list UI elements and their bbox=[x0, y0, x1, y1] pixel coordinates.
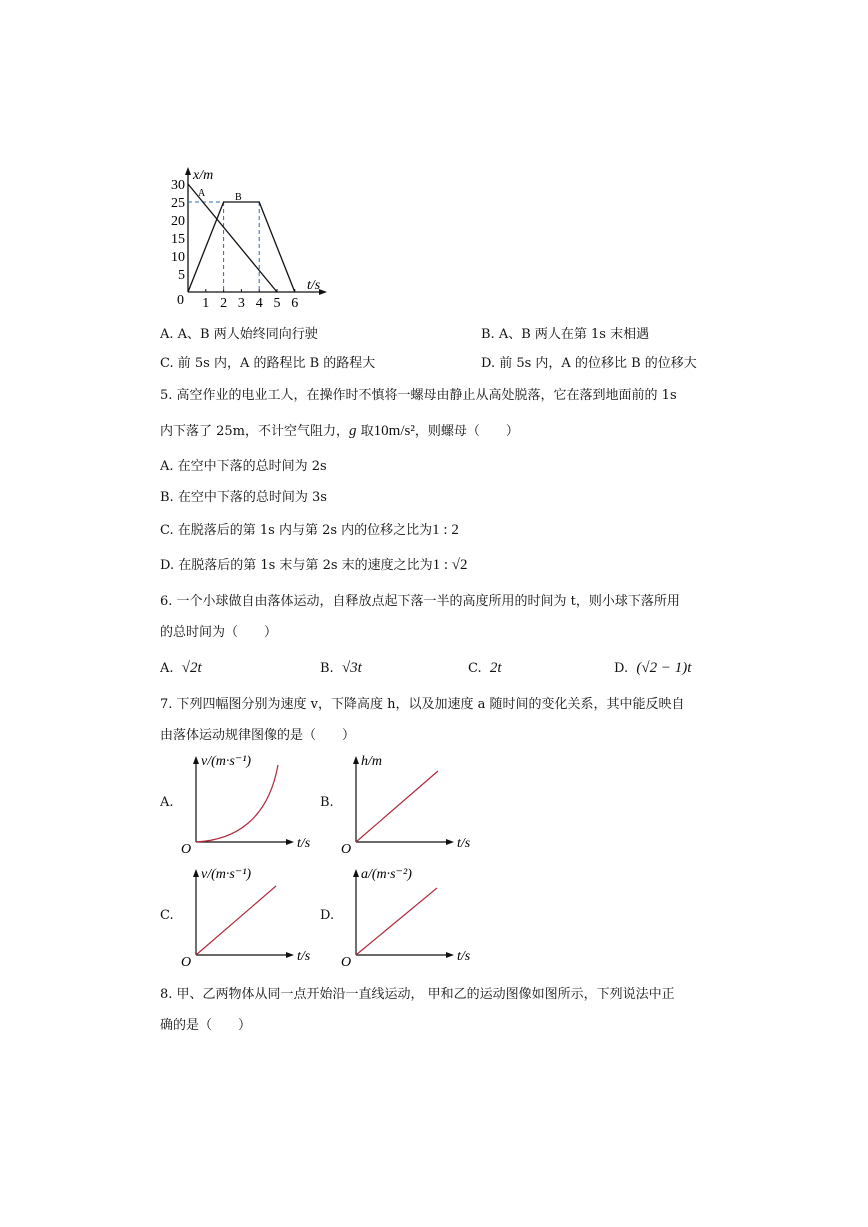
xt-x-axis-label: t/s bbox=[307, 278, 321, 293]
xt-y-tick-label: 20 bbox=[171, 214, 185, 229]
q5-stem-line2-a: 内下落了 25m，不计空气阻力， bbox=[160, 424, 350, 439]
q7-graph-c[interactable] bbox=[181, 867, 311, 970]
xt-y-tick-label: 30 bbox=[171, 178, 185, 193]
xt-x-tick-label: 6 bbox=[291, 296, 299, 311]
graph-a-y-arrow bbox=[193, 756, 199, 764]
graph-b-y-arrow bbox=[353, 756, 359, 764]
q6-option-b-label: B. bbox=[320, 661, 334, 676]
q6-stem-line2: 的总时间为（ ） bbox=[160, 625, 278, 640]
q5-option-d-ratio: 1 : √2 bbox=[432, 557, 468, 573]
graph-a-x-arrow bbox=[286, 839, 294, 845]
xt-y-tick-label: 5 bbox=[178, 268, 185, 283]
xt-x-tick-label: 4 bbox=[255, 296, 263, 311]
q8-stem-line2: 确的是（ ） bbox=[160, 1018, 252, 1033]
xt-label-a: A bbox=[198, 188, 206, 199]
graph-d-line bbox=[356, 888, 437, 955]
q6-option-c-value: 2t bbox=[489, 660, 502, 676]
q7-graph-a[interactable] bbox=[181, 754, 311, 857]
graph-b-ylabel: h/m bbox=[361, 754, 382, 769]
q7-option-c-label[interactable]: C. bbox=[160, 908, 174, 923]
graph-d-y-arrow bbox=[353, 869, 359, 877]
graph-a-xlabel: t/s bbox=[297, 836, 311, 851]
q7-stem-line1: 7. 下列四幅图分别为速度 v，下降高度 h，以及加速度 a 随时间的变化关系，其中能反映自 bbox=[160, 697, 685, 712]
graph-a-ylabel: v/(m·s⁻¹) bbox=[201, 754, 252, 769]
xt-x-tick-label: 3 bbox=[237, 296, 245, 311]
q4-option-a[interactable]: A. A、B 两人始终同向行驶 bbox=[160, 327, 318, 342]
graph-d-x-arrow bbox=[446, 952, 454, 958]
xt-x-tick-label: 1 bbox=[202, 296, 210, 311]
q5-stem-line2-c: ，则螺母（ ） bbox=[414, 424, 519, 439]
q8-stem-line1: 8. 甲、乙两物体从同一点开始沿一直线运动， 甲和乙的运动图像如图所示，下列说法中正 bbox=[160, 987, 675, 1002]
q6-option-a-label: A. bbox=[160, 661, 174, 676]
graph-b-line bbox=[356, 771, 438, 842]
q6-stem-line1: 6. 一个小球做自由落体运动，自释放点起下落一半的高度所用的时间为 t，则小球下落所用 bbox=[160, 594, 680, 609]
graph-c-ylabel: v/(m·s⁻¹) bbox=[201, 867, 252, 882]
graph-b-x-arrow bbox=[446, 839, 454, 845]
q5-g-symbol: g bbox=[349, 423, 357, 439]
q6-option-c-label: C. bbox=[468, 661, 482, 676]
graph-d-ylabel: a/(m·s⁻²) bbox=[361, 867, 412, 882]
q4-option-c[interactable]: C. 前 5s 内，A 的路程比 B 的路程大 bbox=[160, 356, 376, 371]
q5-stem-line2-b: 取 bbox=[356, 424, 374, 439]
xt-x-tick-label: 5 bbox=[273, 296, 281, 311]
q5-option-b[interactable]: B. 在空中下落的总时间为 3s bbox=[160, 490, 327, 505]
graph-c-x-arrow bbox=[286, 952, 294, 958]
xt-y-tick-label: 25 bbox=[171, 196, 185, 211]
q7-option-b-label[interactable]: B. bbox=[320, 795, 334, 810]
q7-stem-line2: 由落体运动规律图像的是（ ） bbox=[160, 728, 356, 743]
graph-d-origin: O bbox=[341, 955, 352, 970]
q4-option-d[interactable]: D. 前 5s 内，A 的位移比 B 的位移大 bbox=[481, 356, 697, 371]
q5-option-d-text: D. 在脱落后的第 1s 末与第 2s 末的速度之比为 bbox=[160, 558, 433, 573]
q6-option-d-label: D. bbox=[614, 661, 629, 676]
q5-option-c-ratio: 1 : 2 bbox=[432, 522, 459, 538]
q4-option-b[interactable]: B. A、B 两人在第 1s 末相遇 bbox=[481, 327, 650, 342]
q7-graph-d[interactable] bbox=[341, 867, 471, 970]
graph-a-curve bbox=[196, 765, 278, 842]
xt-x-tick-label: 2 bbox=[220, 296, 228, 311]
graph-c-y-arrow bbox=[193, 869, 199, 877]
graph-b-origin: O bbox=[341, 842, 352, 857]
q6-option-a-value: √2t bbox=[181, 660, 202, 676]
q7-graph-b[interactable] bbox=[341, 754, 471, 857]
q5-g-value: 10m/s² bbox=[373, 423, 415, 439]
q7-option-a-label[interactable]: A. bbox=[160, 795, 174, 810]
q5-option-a[interactable]: A. 在空中下落的总时间为 2s bbox=[160, 459, 327, 474]
graph-c-line bbox=[196, 886, 276, 955]
q5-option-c-text: C. 在脱落后的第 1s 内与第 2s 内的位移之比为 bbox=[160, 523, 433, 538]
xt-y-axis-label: x/m bbox=[193, 168, 214, 183]
xt-y-tick-label: 10 bbox=[171, 250, 185, 265]
q5-stem-line1: 5. 高空作业的电业工人，在操作时不慎将一螺母由静止从高处脱落，它在落到地面前的 1s bbox=[160, 388, 677, 403]
q6-option-b-value: √3t bbox=[341, 660, 362, 676]
graph-c-xlabel: t/s bbox=[297, 949, 311, 964]
xt-origin: 0 bbox=[177, 293, 184, 308]
xt-label-b: B bbox=[235, 192, 242, 203]
q6-option-d-value: (√2 − 1)t bbox=[636, 660, 692, 676]
graph-a-origin: O bbox=[181, 842, 192, 857]
graph-c-origin: O bbox=[181, 955, 192, 970]
xt-y-tick-label: 15 bbox=[171, 232, 185, 247]
q7-option-d-label[interactable]: D. bbox=[320, 908, 335, 923]
graph-d-xlabel: t/s bbox=[457, 949, 471, 964]
graph-b-xlabel: t/s bbox=[457, 836, 471, 851]
